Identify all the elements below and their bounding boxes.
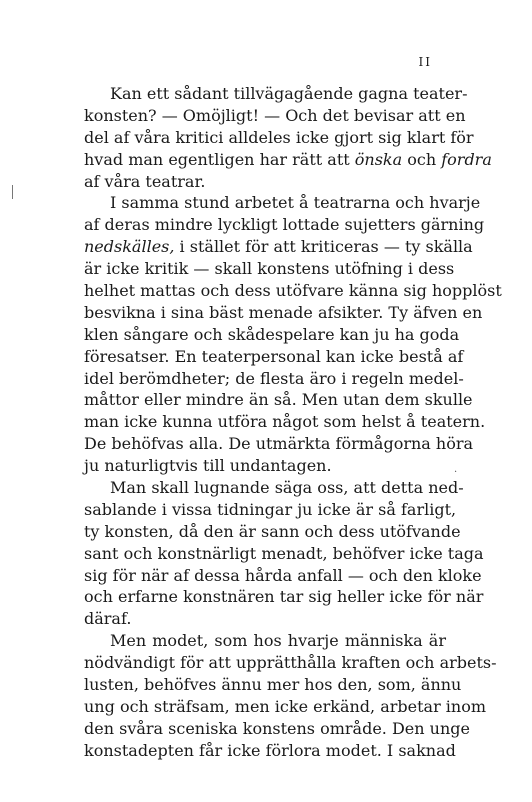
text-line	[84, 368, 464, 390]
text-run: De behöfvas alla. De utmärkta förmågorna höra	[84, 434, 474, 454]
text-run: den svåra sceniska konstens område. Den unge	[84, 718, 470, 738]
text-run: klen sångare och skådespelare kan ju ha goda	[84, 324, 460, 344]
paragraph	[84, 477, 484, 630]
text-line	[84, 83, 468, 105]
text-line	[84, 696, 487, 718]
italic-text: nedskälles,	[84, 237, 175, 257]
text-run: helhet mattas och dess utöfvare känna sig hopplöst	[84, 281, 502, 301]
text-line	[84, 302, 483, 324]
text-line	[84, 171, 446, 193]
text-run: sant och konstnärligt menadt, behöfver icke taga	[84, 543, 484, 563]
text-line	[84, 149, 492, 171]
paragraph	[84, 630, 497, 761]
text-line	[84, 740, 456, 762]
text-line	[84, 499, 457, 521]
text-run: sig för när af dessa hårda anfall — och den kloke	[84, 565, 482, 585]
text-run: måttor eller mindre än så. Men utan dem skulle	[84, 390, 473, 410]
text-run: ty konsten, då den är sann och dess utöfvande	[84, 521, 461, 541]
margin-dot: .	[454, 464, 458, 475]
text-run: besvikna i sina bäst menade afsikter. Ty äfven en	[84, 302, 483, 322]
text-line	[84, 608, 446, 630]
text-line	[84, 477, 464, 499]
text-line	[84, 105, 466, 127]
text-line	[84, 565, 482, 587]
text-run: man icke kunna utföra något som helst å teatern.	[84, 412, 486, 432]
text-line	[84, 674, 462, 696]
text-run: sablande i vissa tidningar ju icke är så farligt,	[84, 499, 457, 519]
page-number: II	[418, 55, 432, 69]
text-run: och erfarne konstnären tar sig heller icke för när	[84, 587, 484, 607]
text-line	[84, 236, 473, 258]
text-run: idel berömdheter; de flesta äro i regeln medel-	[84, 368, 464, 388]
text-line	[84, 718, 470, 740]
text-run: är icke kritik — skall konstens utöfning i dess	[84, 259, 455, 279]
text-run: ju naturligtvis till undantagen.	[84, 456, 332, 476]
text-line	[84, 455, 446, 477]
text-line	[84, 346, 464, 368]
body-text	[84, 83, 502, 762]
text-run: i stället för att kriticeras — ty skälla	[174, 237, 473, 257]
paragraph	[84, 83, 492, 192]
text-line	[84, 543, 484, 565]
text-run: och	[402, 149, 442, 169]
text-run: nödvändigt för att upprätthålla kraften och arbets-	[84, 653, 497, 673]
text-run: Man skall lugnande säga oss, att detta ned-	[110, 478, 464, 498]
text-run: af deras mindre lyckligt lottade sujetters gärning	[84, 215, 485, 235]
text-line	[84, 586, 484, 608]
text-line	[84, 192, 481, 214]
text-run: däraf.	[84, 609, 132, 629]
paragraph	[84, 192, 502, 477]
text-run: af våra teatrar.	[84, 171, 206, 191]
text-run: Men modet, som hos hvarje människa är	[110, 631, 446, 651]
text-line	[84, 433, 474, 455]
text-line	[84, 630, 446, 652]
text-run: konstadepten får icke förlora modet. I saknad	[84, 740, 456, 760]
text-run: föresatser. En teaterpersonal kan icke bestå af	[84, 346, 464, 366]
text-line	[84, 521, 461, 543]
margin-mark	[12, 185, 13, 199]
text-line	[84, 652, 497, 674]
text-run: lusten, behöfves ännu mer hos den, som, ännu	[84, 675, 462, 695]
text-line	[84, 411, 486, 433]
text-run: hvad man egentligen har rätt att	[84, 149, 355, 169]
italic-text: fordra	[441, 149, 492, 169]
text-line	[84, 389, 473, 411]
text-line	[84, 258, 455, 280]
text-run: ung och sträfsam, men icke erkänd, arbetar inom	[84, 696, 487, 716]
text-line	[84, 127, 474, 149]
text-line	[84, 280, 502, 302]
text-run: konsten? — Omöjligt! — Och det bevisar att en	[84, 105, 466, 125]
text-run: Kan ett sådant tillvägagående gagna teater-	[110, 84, 468, 103]
text-line	[84, 214, 485, 236]
italic-text: önska	[354, 149, 403, 169]
text-run: del af våra kritici alldeles icke gjort sig klart för	[84, 127, 474, 147]
text-line	[84, 324, 460, 346]
text-run: I samma stund arbetet å teatrarna och hvarje	[110, 193, 481, 213]
